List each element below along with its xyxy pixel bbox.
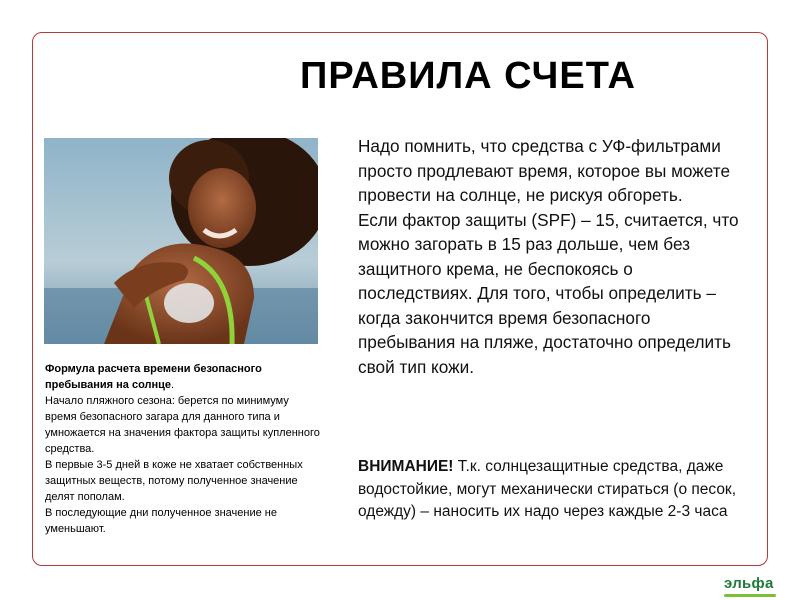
logo-underline bbox=[724, 594, 776, 597]
elfa-logo bbox=[722, 573, 780, 599]
slide-title: ПРАВИЛА СЧЕТА bbox=[300, 55, 636, 97]
formula-heading-end: . bbox=[171, 379, 175, 391]
photo-illustration bbox=[44, 138, 318, 344]
logo-text: эльфа bbox=[724, 575, 774, 592]
formula-text-block bbox=[45, 361, 320, 537]
main-paragraph-1: Надо помнить, что средства с УФ-фильтрами просто продлевают время, которое вы можете провести на солнце, не рискуя обгореть. bbox=[358, 136, 731, 205]
sunscreen-photo bbox=[44, 138, 318, 344]
warning-block bbox=[358, 456, 743, 524]
formula-line: В первые 3-5 дней в коже не хватает собственных защитных веществ, потому полученное значение делят пополам. bbox=[45, 459, 303, 503]
main-paragraph-2: Если фактор защиты (SPF) – 15, считается, что можно загорать в 15 раз дольше, чем без защитного крема, не беспокоясь о последствиях. Для того, чтобы определить – когда закончится время безопасного пребывания на пляже, достаточно определить свой тип кожи. bbox=[358, 209, 739, 377]
formula-heading: Формула расчета времени безопасного пребывания на солнце bbox=[45, 363, 262, 391]
formula-line: В последующие дни полученное значение не уменьшают. bbox=[45, 507, 277, 535]
main-text-block bbox=[358, 134, 743, 379]
formula-line: Начало пляжного сезона: берется по минимуму время безопасного загара для данного типа и умножается на значения фактора защиты купленного средства. bbox=[45, 395, 320, 455]
warning-label: ВНИМАНИЕ! bbox=[358, 458, 454, 475]
warning-text: Т.к. солнцезащитные средства, даже водостойкие, могут механически стираться (о песок, одежду) – наносить их надо через каждые 2-3 часа bbox=[358, 458, 737, 520]
